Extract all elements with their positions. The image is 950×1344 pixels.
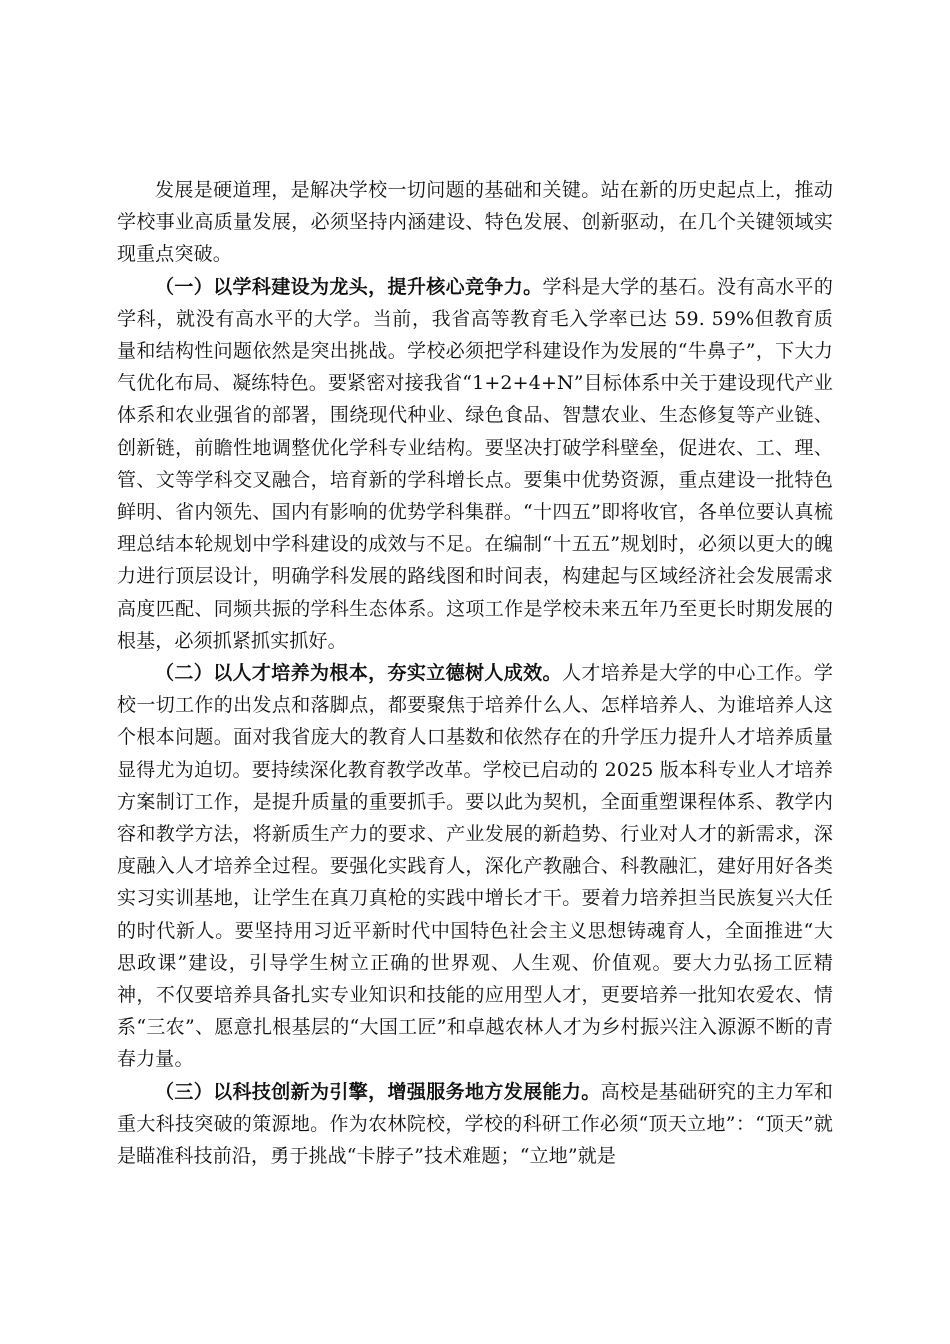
paragraph-text: 高校是基础研究的主力军和重大科技突破的策源地。作为农林院校，学校的科研工作必须“顶天立地”：“顶天”就是瞄准科技前沿，勇于挑战“卡脖子”技术难题；“立地”就是 (117, 1080, 833, 1168)
paragraph-heading-1: （一）以学科建设为龙头，提升核心竞争力。 (155, 275, 543, 298)
paragraph-tech-innovation (117, 1076, 833, 1173)
document-page (117, 174, 833, 1172)
paragraph-text: 学科是大学的基石。没有高水平的学科，就没有高水平的大学。当前，我省高等教育毛入学率已达 59. 59%但教育质量和结构性问题依然是突出挑战。学校必须把学科建设作为发展的“牛鼻子”，下大力气优化布局、凝练特色。要紧密对接我省“1+2+4+N”目标体系中关于建设现代产业体系和农业强省的部署，围绕现代种业、绿色食品、智慧农业、生态修复等产业链、创新链，前瞻性地调整优化学科专业结构。要坚决打破学科壁垒，促进农、工、理、管、文等学科交叉融合，培育新的学科增长点。要集中优势资源，重点建设一批特色鲜明、省内领先、国内有影响的优势学科集群。“十四五”即将收官，各单位要认真梳理总结本轮规划中学科建设的成效与不足。在编制“十五五”规划时，必须以更大的魄力进行顶层设计，明确学科发展的路线图和时间表，构建起与区域经济社会发展需求高度匹配、同频共振的学科生态体系。这项工作是学校未来五年乃至更长时期发展的根基，必须抓紧抓实抓好。 (117, 275, 833, 652)
paragraph-talent-cultivation (117, 657, 833, 1076)
paragraph-text: 发展是硬道理，是解决学校一切问题的基础和关键。站在新的历史起点上，推动学校事业高质量发展，必须坚持内涵建设、特色发展、创新驱动，在几个关键领域实现重点突破。 (117, 179, 833, 266)
paragraph-intro (117, 174, 833, 271)
paragraph-heading-2: （二）以人才培养为根本，夯实立德树人成效。 (155, 662, 562, 685)
paragraph-text: 人才培养是大学的中心工作。学校一切工作的出发点和落脚点，都要聚焦于培养什么人、怎样培养人、为谁培养人这个根本问题。面对我省庞大的教育人口基数和依然存在的升学压力提升人才培养质量显得尤为迫切。要持续深化教育教学改革。学校已启动的 2025 版本科专业人才培养方案制订工作，是提升质量的重要抓手。要以此为契机，全面重塑课程体系、教学内容和教学方法，将新质生产力的要求、产业发展的新趋势、行业对人才的新需求，深度融入人才培养全过程。要强化实践育人，深化产教融合、科教融汇，建好用好各类实习实训基地，让学生在真刀真枪的实践中增长才干。要着力培养担当民族复兴大任的时代新人。要坚持用习近平新时代中国特色社会主义思想铸魂育人，全面推进“大思政课”建设，引导学生树立正确的世界观、人生观、价值观。要大力弘扬工匠精神，不仅要培养具备扎实专业知识和技能的应用型人才，更要培养一批知农爱农、情系“三农”、愿意扎根基层的“大国工匠”和卓越农林人才为乡村振兴注入源源不断的青春力量。 (117, 662, 833, 1071)
paragraph-discipline-construction (117, 271, 833, 657)
paragraph-heading-3: （三）以科技创新为引擎，增强服务地方发展能力。 (155, 1080, 601, 1103)
